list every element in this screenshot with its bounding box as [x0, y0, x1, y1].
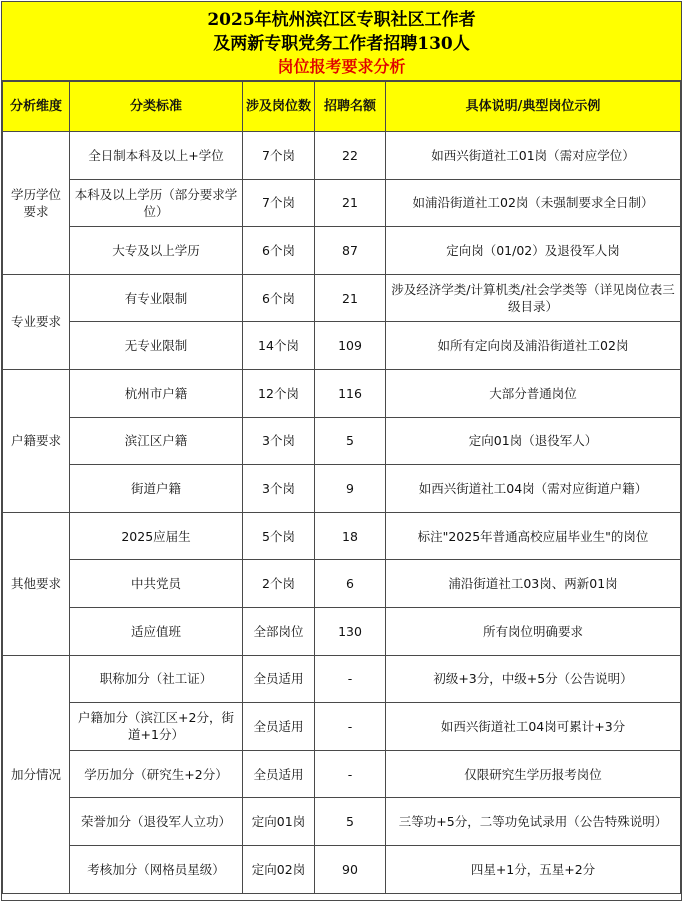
quota-cell: -: [315, 750, 386, 798]
table-row: [3, 322, 681, 370]
note-cell: 如浦沿街道社工02岗（未强制要求全日制）: [386, 179, 681, 227]
table-row: [3, 417, 681, 465]
posts-cell: 7个岗: [243, 179, 315, 227]
header-category: 分类标准: [70, 82, 243, 132]
quota-cell: 116: [315, 369, 386, 417]
posts-cell: 全员适用: [243, 750, 315, 798]
requirements-sheet: [1, 1, 682, 901]
category-cell: 滨江区户籍: [70, 417, 243, 465]
category-cell: 全日制本科及以上+学位: [70, 132, 243, 180]
dimension-cell: 其他要求: [3, 512, 70, 655]
table-row: [3, 274, 681, 322]
category-cell: 杭州市户籍: [70, 369, 243, 417]
table-row: [3, 465, 681, 513]
quota-cell: 109: [315, 322, 386, 370]
category-cell: 2025应届生: [70, 512, 243, 560]
quota-cell: 130: [315, 607, 386, 655]
category-cell: 适应值班: [70, 607, 243, 655]
header-quota: 招聘名额: [315, 82, 386, 132]
posts-cell: 全部岗位: [243, 607, 315, 655]
category-cell: 学历加分（研究生+2分）: [70, 750, 243, 798]
table-row: [3, 560, 681, 608]
table-row: [3, 369, 681, 417]
note-cell: 定向01岗（退役军人）: [386, 417, 681, 465]
note-cell: 浦沿街道社工03岗、两新01岗: [386, 560, 681, 608]
posts-cell: 14个岗: [243, 322, 315, 370]
note-cell: 初级+3分，中级+5分（公告说明）: [386, 655, 681, 703]
note-cell: 涉及经济学类/计算机类/社会学类等（详见岗位表三级目录）: [386, 274, 681, 322]
requirements-table: [2, 81, 681, 894]
quota-cell: 90: [315, 845, 386, 893]
table-row: [3, 703, 681, 751]
quota-cell: 18: [315, 512, 386, 560]
header-row: [3, 82, 681, 132]
posts-cell: 全员适用: [243, 703, 315, 751]
dimension-cell: 户籍要求: [3, 369, 70, 512]
quota-cell: 5: [315, 798, 386, 846]
note-cell: 三等功+5分，二等功免试录用（公告特殊说明）: [386, 798, 681, 846]
note-cell: 标注"2025年普通高校应届毕业生"的岗位: [386, 512, 681, 560]
note-cell: 定向岗（01/02）及退役军人岗: [386, 227, 681, 275]
header-note: 具体说明/典型岗位示例: [386, 82, 681, 132]
quota-cell: -: [315, 703, 386, 751]
title-subtitle: 岗位报考要求分析: [277, 57, 406, 76]
posts-cell: 定向02岗: [243, 845, 315, 893]
category-cell: 本科及以上学历（部分要求学位）: [70, 179, 243, 227]
header-posts: 涉及岗位数: [243, 82, 315, 132]
posts-cell: 定向01岗: [243, 798, 315, 846]
table-row: [3, 132, 681, 180]
posts-cell: 6个岗: [243, 227, 315, 275]
note-cell: 如西兴街道社工04岗可累计+3分: [386, 703, 681, 751]
table-row: [3, 845, 681, 893]
posts-cell: 全员适用: [243, 655, 315, 703]
posts-cell: 2个岗: [243, 560, 315, 608]
title-line-1: 2025年杭州滨江区专职社区工作者: [207, 10, 476, 30]
table-row: [3, 512, 681, 560]
posts-cell: 3个岗: [243, 465, 315, 513]
category-cell: 荣誉加分（退役军人立功）: [70, 798, 243, 846]
table-row: [3, 750, 681, 798]
header-dimension: 分析维度: [3, 82, 70, 132]
posts-cell: 6个岗: [243, 274, 315, 322]
note-cell: 所有岗位明确要求: [386, 607, 681, 655]
category-cell: 有专业限制: [70, 274, 243, 322]
quota-cell: -: [315, 655, 386, 703]
note-cell: 四星+1分，五星+2分: [386, 845, 681, 893]
dimension-cell: 专业要求: [3, 274, 70, 369]
note-cell: 仅限研究生学历报考岗位: [386, 750, 681, 798]
table-row: [3, 179, 681, 227]
title-banner: [2, 2, 681, 81]
table-row: [3, 655, 681, 703]
posts-cell: 7个岗: [243, 132, 315, 180]
table-row: [3, 798, 681, 846]
quota-cell: 22: [315, 132, 386, 180]
quota-cell: 6: [315, 560, 386, 608]
quota-cell: 5: [315, 417, 386, 465]
category-cell: 无专业限制: [70, 322, 243, 370]
posts-cell: 3个岗: [243, 417, 315, 465]
category-cell: 职称加分（社工证）: [70, 655, 243, 703]
category-cell: 大专及以上学历: [70, 227, 243, 275]
category-cell: 中共党员: [70, 560, 243, 608]
dimension-cell: 学历学位要求: [3, 132, 70, 275]
quota-cell: 21: [315, 274, 386, 322]
note-cell: 如西兴街道社工04岗（需对应街道户籍）: [386, 465, 681, 513]
table-row: [3, 227, 681, 275]
quota-cell: 87: [315, 227, 386, 275]
note-cell: 如西兴街道社工01岗（需对应学位）: [386, 132, 681, 180]
quota-cell: 9: [315, 465, 386, 513]
posts-cell: 12个岗: [243, 369, 315, 417]
category-cell: 街道户籍: [70, 465, 243, 513]
note-cell: 如所有定向岗及浦沿街道社工02岗: [386, 322, 681, 370]
posts-cell: 5个岗: [243, 512, 315, 560]
note-cell: 大部分普通岗位: [386, 369, 681, 417]
table-row: [3, 607, 681, 655]
category-cell: 考核加分（网格员星级）: [70, 845, 243, 893]
dimension-cell: 加分情况: [3, 655, 70, 893]
quota-cell: 21: [315, 179, 386, 227]
category-cell: 户籍加分（滨江区+2分，街道+1分）: [70, 703, 243, 751]
title-line-2: 及两新专职党务工作者招聘130人: [213, 34, 470, 54]
